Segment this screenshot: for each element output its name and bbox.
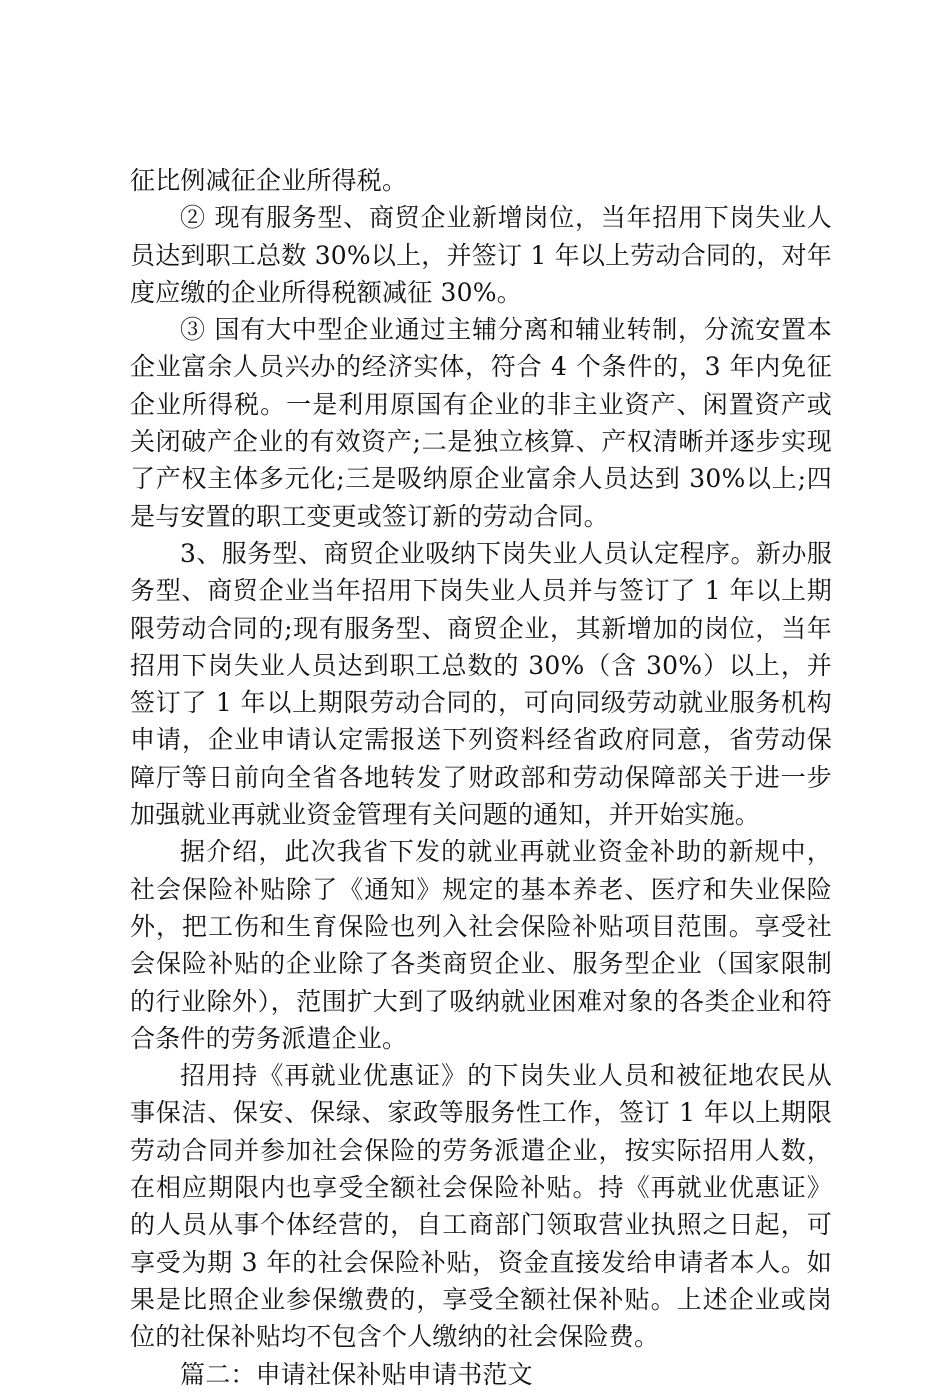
paragraph-employment: 招用持《再就业优惠证》的下岗失业人员和被征地农民从事保洁、保安、保绿、家政等服务性工作，签订 1 年以上期限劳动合同并参加社会保险的劳务派遣企业，按实际招用人数，在相应期限内也享受全额社会保险补贴。持《再就业优惠证》的人员从事个体经营的，自工商部门领取营业执照之日起，可享受为期 3 年的社会保险补贴，资金直接发给申请者本人。如果是比照企业参保缴费的，享受全额社保补贴。上述企业或岗位的社保补贴均不包含个人缴纳的社会保险费。 <box>130 1061 832 1352</box>
document-body <box>130 162 832 1393</box>
paragraph-procedure: 3、服务型、商贸企业吸纳下岗失业人员认定程序。新办服务型、商贸企业当年招用下岗失业人员并与签订了 1 年以上期限劳动合同的;现有服务型、商贸企业，其新增加的岗位，当年招用下岗失业人员达到职工总数的 30%（含 30%）以上，并签订了 1 年以上期限劳动合同的，可向同级劳动就业服务机构申请，企业申请认定需报送下列资料经省政府同意，省劳动保障厅等日前向全省各地转发了财政部和劳动保障部关于进一步加强就业再就业资金管理有关问题的通知，并开始实施。 <box>130 538 832 830</box>
paragraph-item-2: ② 现有服务型、商贸企业新增岗位，当年招用下岗失业人员达到职工总数 30%以上，并签订 1 年以上劳动合同的，对年度应缴的企业所得税额减征 30%。 <box>130 203 832 307</box>
paragraph-continuation: 征比例减征企业所得税。 <box>130 166 408 195</box>
paragraph-introduction: 据介绍，此次我省下发的就业再就业资金补助的新规中，社会保险补贴除了《通知》规定的基本养老、医疗和失业保险外，把工伤和生育保险也列入社会保险补贴项目范围。享受社会保险补贴的企业除了各类商贸企业、服务型企业（国家限制的行业除外），范围扩大到了吸纳就业困难对象的各类企业和符合条件的劳务派遣企业。 <box>130 837 832 1053</box>
section-heading: 篇二：申请社保补贴申请书范文 <box>180 1359 533 1389</box>
paragraph-item-3: ③ 国有大中型企业通过主辅分离和辅业转制，分流安置本企业富余人员兴办的经济实体，符合 4 个条件的，3 年内免征企业所得税。一是利用原国有企业的非主业资产、闲置资产或关闭破产企业的有效资产;二是独立核算、产权清晰并逐步实现了产权主体多元化;三是吸纳原企业富余人员达到 30%以上;四是与安置的职工变更或签订新的劳动合同。 <box>130 315 832 531</box>
